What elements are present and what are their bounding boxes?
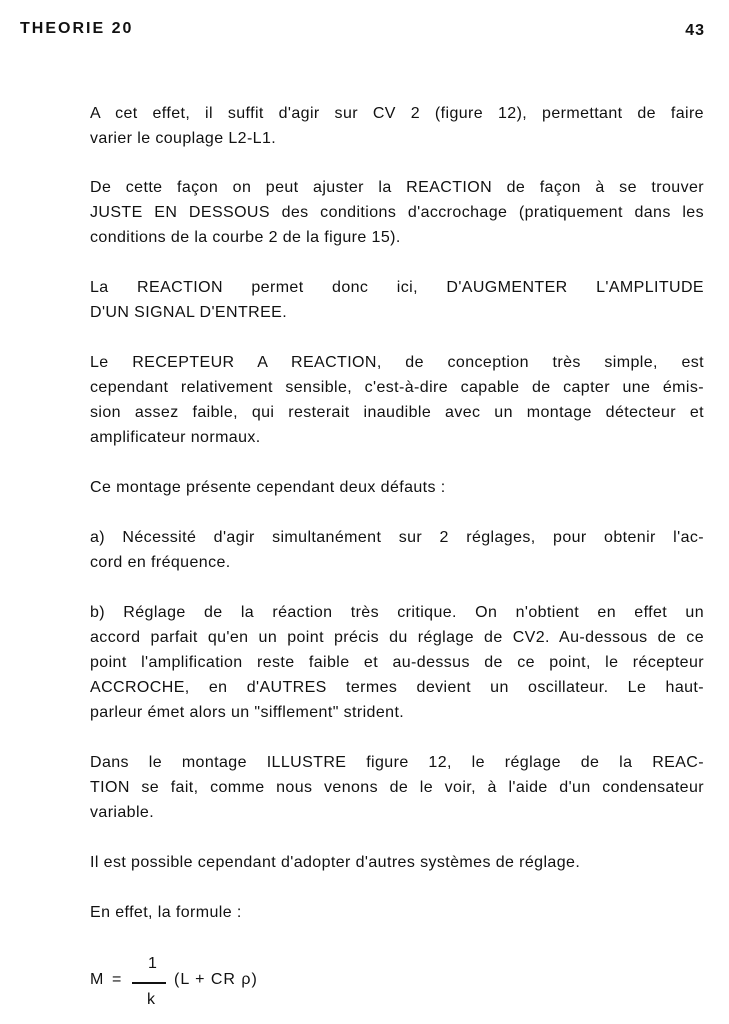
- text-line: accord parfait qu'en un point précis du réglage de CV2. Au-dessous de ce: [90, 629, 704, 646]
- text-line: Le RECEPTEUR A REACTION, de conception très simple, est: [90, 354, 704, 371]
- paragraph: [20, 900, 704, 925]
- paragraph: [20, 600, 704, 725]
- paragraph: [20, 475, 704, 500]
- fraction-bar: [132, 982, 166, 984]
- text-line: cord en fréquence.: [90, 554, 231, 571]
- text-line: D'UN SIGNAL D'ENTREE.: [90, 304, 288, 321]
- section-title: THEORIE 20: [20, 20, 134, 37]
- text-line: Ce montage présente cependant deux défauts :: [90, 479, 446, 496]
- text-line: cependant relativement sensible, c'est-à-dire capable de capter une émis-: [90, 379, 704, 396]
- text-line: A cet effet, il suffit d'agir sur CV 2 (figure 12), permettant de faire: [90, 105, 704, 122]
- page-header: [20, 20, 705, 44]
- paragraph: [20, 850, 704, 875]
- formula-numerator: 1: [148, 955, 157, 972]
- formula-denominator: k: [147, 991, 155, 1008]
- text-line: Dans le montage ILLUSTRE figure 12, le réglage de la REAC-: [90, 754, 704, 771]
- text-line: varier le couplage L2-L1.: [90, 130, 277, 147]
- text-line: JUSTE EN DESSOUS des conditions d'accrochage (pratiquement dans les: [90, 204, 704, 221]
- text-line: En effet, la formule :: [90, 904, 242, 921]
- formula-lhs: M: [90, 971, 104, 988]
- paragraph: [20, 275, 704, 325]
- paragraph: [20, 750, 704, 825]
- text-line: sion assez faible, qui resterait inaudible avec un montage détecteur et: [90, 404, 704, 421]
- text-line: parleur émet alors un "sifflement" strident.: [90, 704, 405, 721]
- text-line: point l'amplification reste faible et au-dessus de ce point, le récepteur: [90, 654, 704, 671]
- text-line: variable.: [90, 804, 155, 821]
- paragraph: [20, 101, 704, 151]
- text-line: b) Réglage de la réaction très critique. On n'obtient en effet un: [90, 604, 704, 621]
- text-line: Il est possible cependant d'adopter d'autres systèmes de réglage.: [90, 854, 581, 871]
- text-line: amplificateur normaux.: [90, 429, 261, 446]
- body-text: [20, 101, 704, 950]
- page-number: 43: [685, 22, 705, 39]
- formula-rhs: (L + CR ρ): [174, 971, 258, 988]
- paragraph: [20, 350, 704, 450]
- text-line: La REACTION permet donc ici, D'AUGMENTER L'AMPLITUDE: [90, 279, 704, 296]
- text-line: TION se fait, comme nous venons de le voir, à l'aide d'un condensateur: [90, 779, 704, 796]
- text-line: De cette façon on peut ajuster la REACTION de façon à se trouver: [90, 179, 704, 196]
- formula-equals: =: [112, 971, 122, 988]
- paragraph: [20, 175, 704, 250]
- text-line: ACCROCHE, en d'AUTRES termes devient un oscillateur. Le haut-: [90, 679, 704, 696]
- paragraph: [20, 525, 704, 575]
- formula: [90, 955, 350, 1015]
- text-line: conditions de la courbe 2 de la figure 15).: [90, 229, 401, 246]
- text-line: a) Nécessité d'agir simultanément sur 2 réglages, pour obtenir l'ac-: [90, 529, 704, 546]
